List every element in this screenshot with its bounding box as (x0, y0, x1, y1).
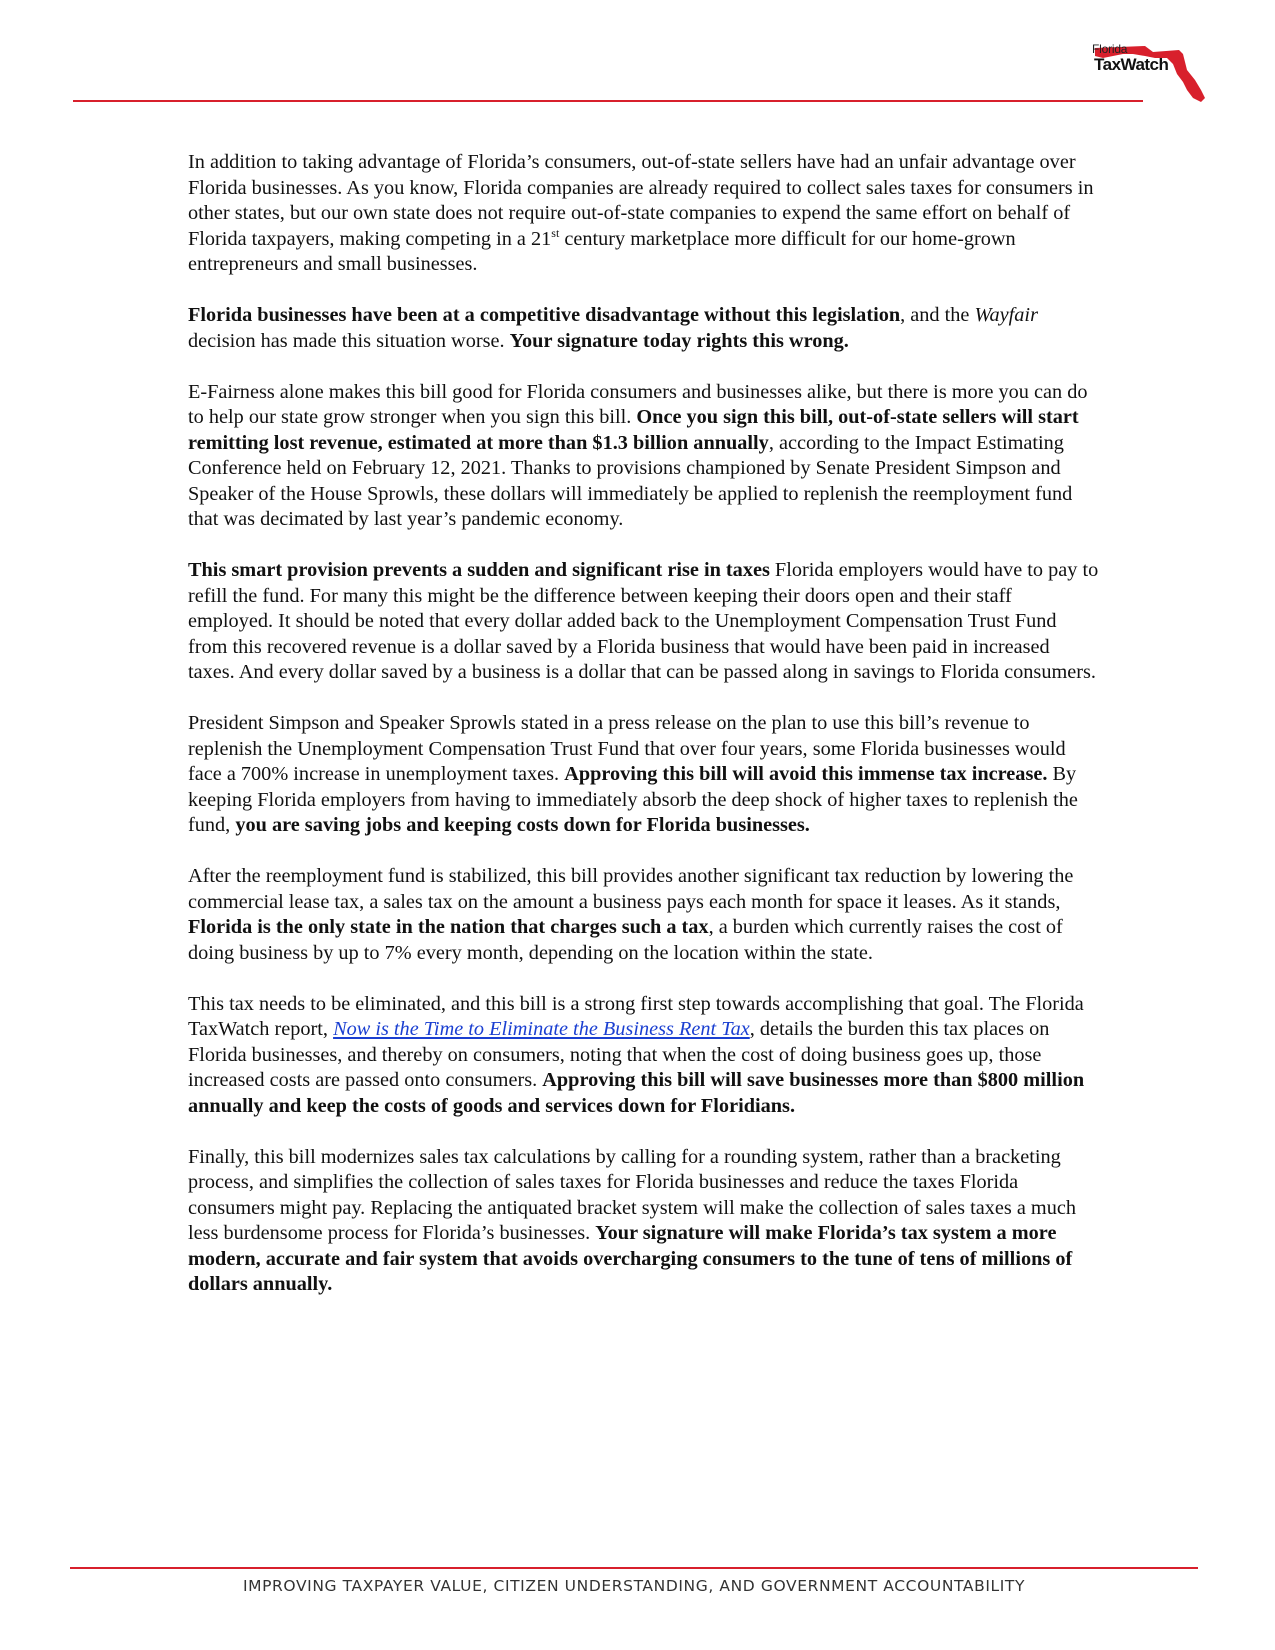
logo-main-text: TaxWatch (1094, 55, 1169, 74)
paragraph-7: This tax needs to be eliminated, and this bill is a strong first step towards accomplishing that goal. The Florida TaxWatch report, Now is the Time to Eliminate the Business Rent Tax, details the burden this tax places on Florida businesses, and thereby on consumers, noting that when the cost of doing business goes up, those increased costs are passed onto consumers. Approving this bill will save businesses more than $800 million annually and keep the costs of goods and services down for Floridians. (188, 992, 1085, 1117)
paragraph-4: This smart provision prevents a sudden and significant rise in taxes Florida employers would have to pay to refill the fund. For many this might be the difference between keeping their doors open and their staff employed. It should be noted that every dollar added back to the Unemployment Compensation Trust Fund from this recovered revenue is a dollar saved by a Florida business that would have been paid in increased taxes. And every dollar saved by a business is a dollar that can be passed along in savings to Florida consumers. (188, 559, 1099, 683)
logo-small-text: Florida (1092, 42, 1128, 56)
header-divider (73, 100, 1143, 102)
report-link[interactable]: Now is the Time to Eliminate the Business Rent Tax (333, 1018, 750, 1040)
paragraph-3: E-Fairness alone makes this bill good for Florida consumers and businesses alike, but there is more you can do to help our state grow stronger when you sign this bill. Once you sign this bill, out-of-state sellers will start remitting lost revenue, estimated at more than $1.3 billion annually, according to the Impact Estimating Conference held on February 12, 2021. Thanks to provisions championed by Senate President Simpson and Speaker of the House Sprowls, these dollars will immediately be applied to replenish the reemployment fund that was decimated by last year’s pandemic economy. (188, 380, 1088, 530)
paragraph-6: After the reemployment fund is stabilized, this bill provides another significant tax reduction by lowering the commercial lease tax, a sales tax on the amount a business pays each month for space it leases. As it stands, Florida is the only state in the nation that charges such a tax, a burden which currently raises the cost of doing business by up to 7% every month, depending on the location within the state. (188, 865, 1074, 964)
paragraph-2: Florida businesses have been at a competitive disadvantage without this legislation, and the Wayfair decision has made this situation worse. Your signature today rights this wrong. (188, 304, 1038, 352)
footer-tagline: IMPROVING TAXPAYER VALUE, CITIZEN UNDERSTANDING, AND GOVERNMENT ACCOUNTABILITY (242, 1577, 1026, 1595)
paragraph-1: In addition to taking advantage of Florida’s consumers, out-of-state sellers have had an unfair advantage over Florida businesses. As you know, Florida companies are already required to collect sales taxes for consumers in other states, but our own state does not require out-of-state companies to expend the same effort on behalf of Florida taxpayers, making competing in a 21st century marketplace more difficult for our home-grown entrepreneurs and small businesses. (188, 151, 1094, 275)
paragraph-8: Finally, this bill modernizes sales tax calculations by calling for a rounding system, rather than a bracketing process, and simplifies the collection of sales taxes for Florida businesses and reduce the taxes Florida consumers might pay. Replacing the antiquated bracket system will make the collection of sales taxes a much less burdensome process for Florida’s businesses. Your signature will make Florida’s tax system a more modern, accurate and fair system that avoids overcharging consumers to the tune of tens of millions of dollars annually. (188, 1145, 1076, 1295)
footer-divider (70, 1567, 1198, 1569)
letter-body (188, 150, 1100, 1323)
paragraph-5: President Simpson and Speaker Sprowls stated in a press release on the plan to use this bill’s revenue to replenish the Unemployment Compensation Trust Fund that over four years, some Florida businesses would face a 700% increase in unemployment taxes. Approving this bill will avoid this immense tax increase. By keeping Florida employers from having to immediately absorb the deep shock of higher taxes to replenish the fund, you are saving jobs and keeping costs down for Florida businesses. (188, 712, 1078, 836)
